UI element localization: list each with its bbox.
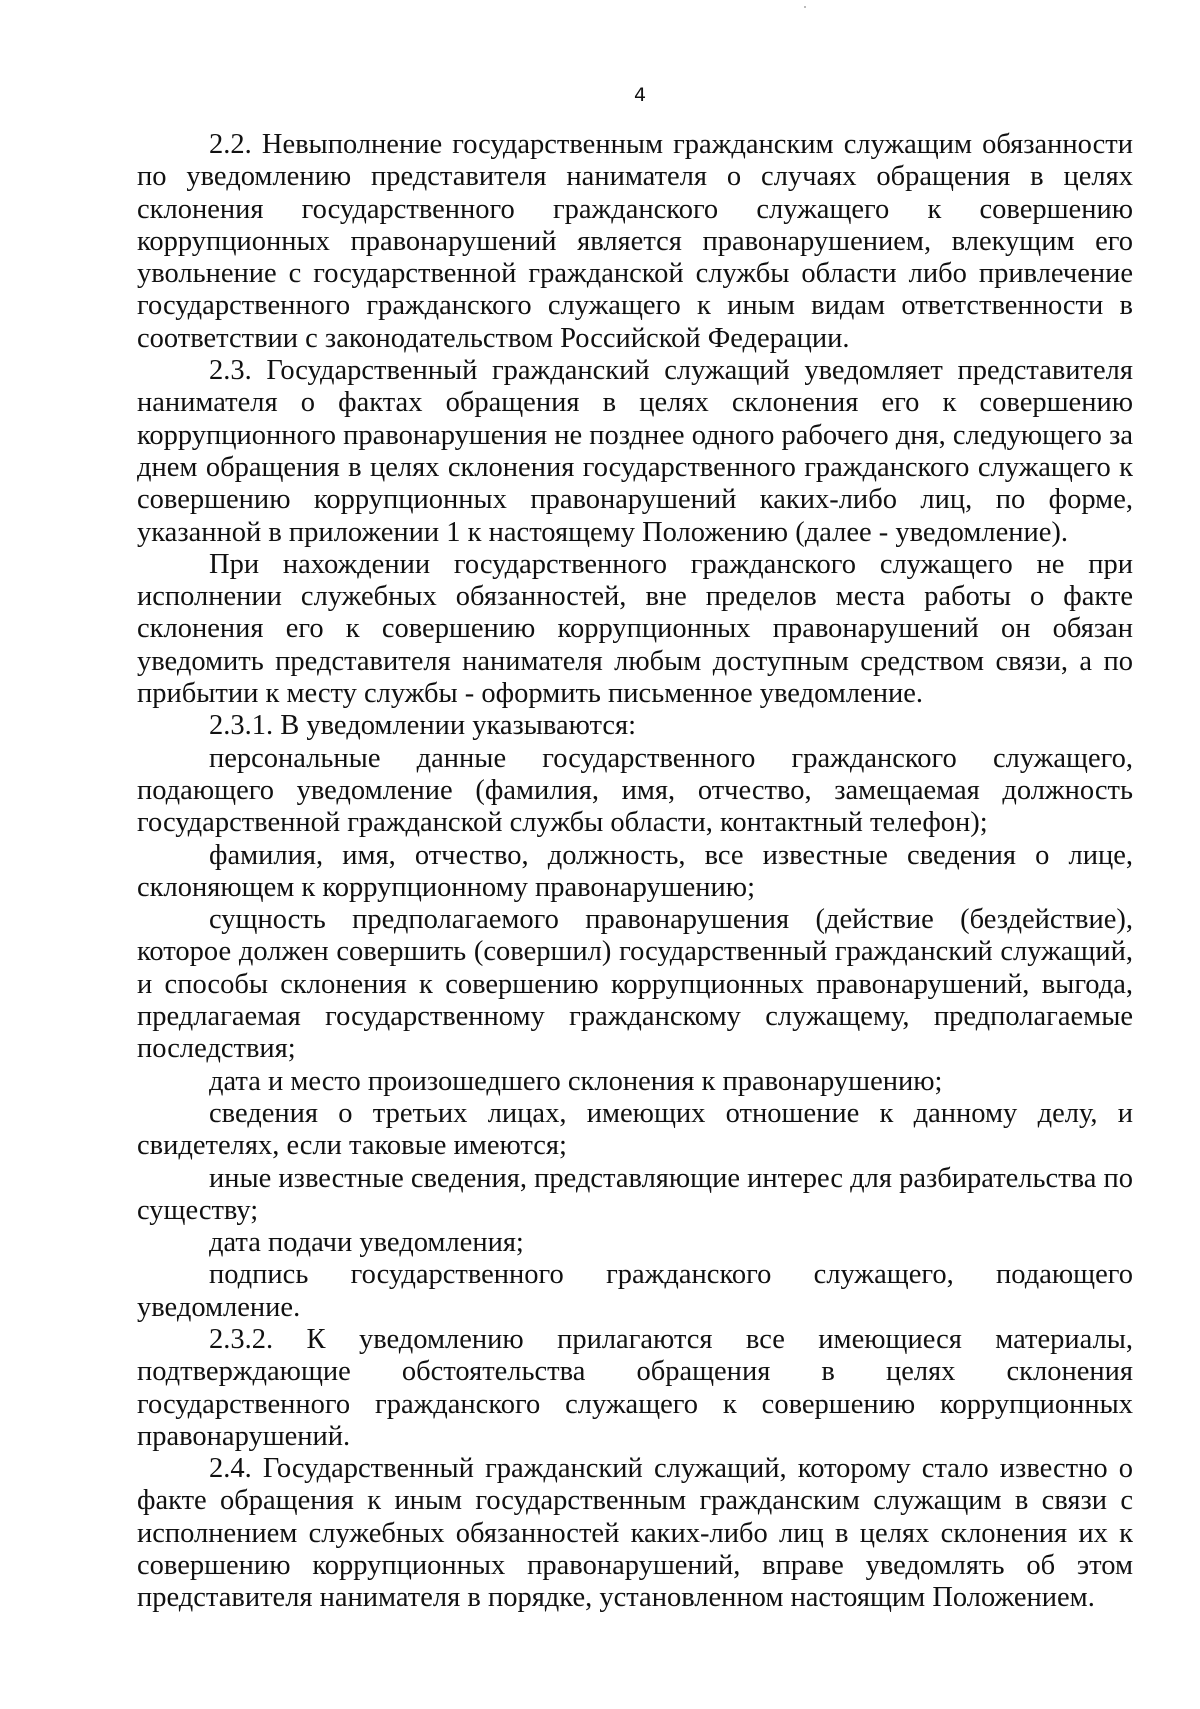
list-item-offense-essence: сущность предполагаемого правонарушения (действие (бездействие), которое должен совершить (совершил) государственный гражданский служащий, и способы склонения к совершению коррупционных правонарушений, выгода, предлагаемая государственному гражданскому служащему, предполагаемые последствия; xyxy=(137,904,1133,1065)
paragraph-2-4: 2.4. Государственный гражданский служащий, которому стало известно о факте обращения к иным государственным гражданским служащим в связи с исполнением служебных обязанностей каких-либо лиц в целях склонения их к совершению коррупционных правонарушений, вправе уведомлять об этом представителя нанимателя в порядке, установленном настоящим Положением. xyxy=(137,1453,1133,1614)
scan-speck xyxy=(804,6,806,8)
document-body xyxy=(137,129,1133,1615)
list-item-signature: подпись государственного гражданского служащего, подающего уведомление. xyxy=(137,1259,1133,1323)
list-item-third-parties: сведения о третьих лицах, имеющих отношение к данному делу, и свидетелях, если таковые имеются; xyxy=(137,1097,1133,1162)
page-number: 4 xyxy=(633,84,647,106)
paragraph-2-3: 2.3. Государственный гражданский служащий уведомляет представителя нанимателя о фактах обращения в целях склонения его к совершению коррупционного правонарушения не позднее одного рабочего дня, следующего за днем обращения в целях склонения государственного гражданского служащего к совершению коррупционных правонарушений каких-либо лиц, по форме, указанной в приложении 1 к настоящему Положению (далее - уведомление). xyxy=(137,355,1133,548)
list-item-personal-data: персональные данные государственного гражданского служащего, подающего уведомление (фамилия, имя, отчество, замещаемая должность государственной гражданской службы области, контактный телефон); xyxy=(137,742,1133,839)
list-item-other-info: иные известные сведения, представляющие интерес для разбирательства по существу; xyxy=(137,1162,1133,1226)
paragraph-outside-duty: При нахождении государственного гражданского служащего не при исполнении служебных обязанностей, вне пределов места работы о факте склонения его к совершению коррупционных правонарушений он обязан уведомить представителя нанимателя любым доступным средством связи, а по прибытии к месту службы - оформить письменное уведомление. xyxy=(137,548,1133,710)
list-item-date-place: дата и место произошедшего склонения к правонарушению; xyxy=(209,1065,943,1097)
list-item-submission-date: дата подачи уведомления; xyxy=(209,1227,524,1259)
paragraph-2-3-2: 2.3.2. К уведомлению прилагаются все имеющиеся материалы, подтверждающие обстоятельства обращения в целях склонения государственного гражданского служащего к совершению коррупционных правонарушений. xyxy=(137,1323,1133,1452)
paragraph-2-2: 2.2. Невыполнение государственным гражданским служащим обязанности по уведомлению представителя нанимателя о случаях обращения в целях склонения государственного гражданского служащего к совершению коррупционных правонарушений является правонарушением, влекущим его увольнение с государственной гражданской службы области либо привлечение государственного гражданского служащего к иным видам ответственности в соответствии с законодательством Российской Федерации. xyxy=(137,129,1133,354)
list-item-inducer-info: фамилия, имя, отчество, должность, все известные сведения о лице, склоняющем к коррупционному правонарушению; xyxy=(137,839,1133,903)
paragraph-2-3-1: 2.3.1. В уведомлении указываются: xyxy=(209,710,637,742)
